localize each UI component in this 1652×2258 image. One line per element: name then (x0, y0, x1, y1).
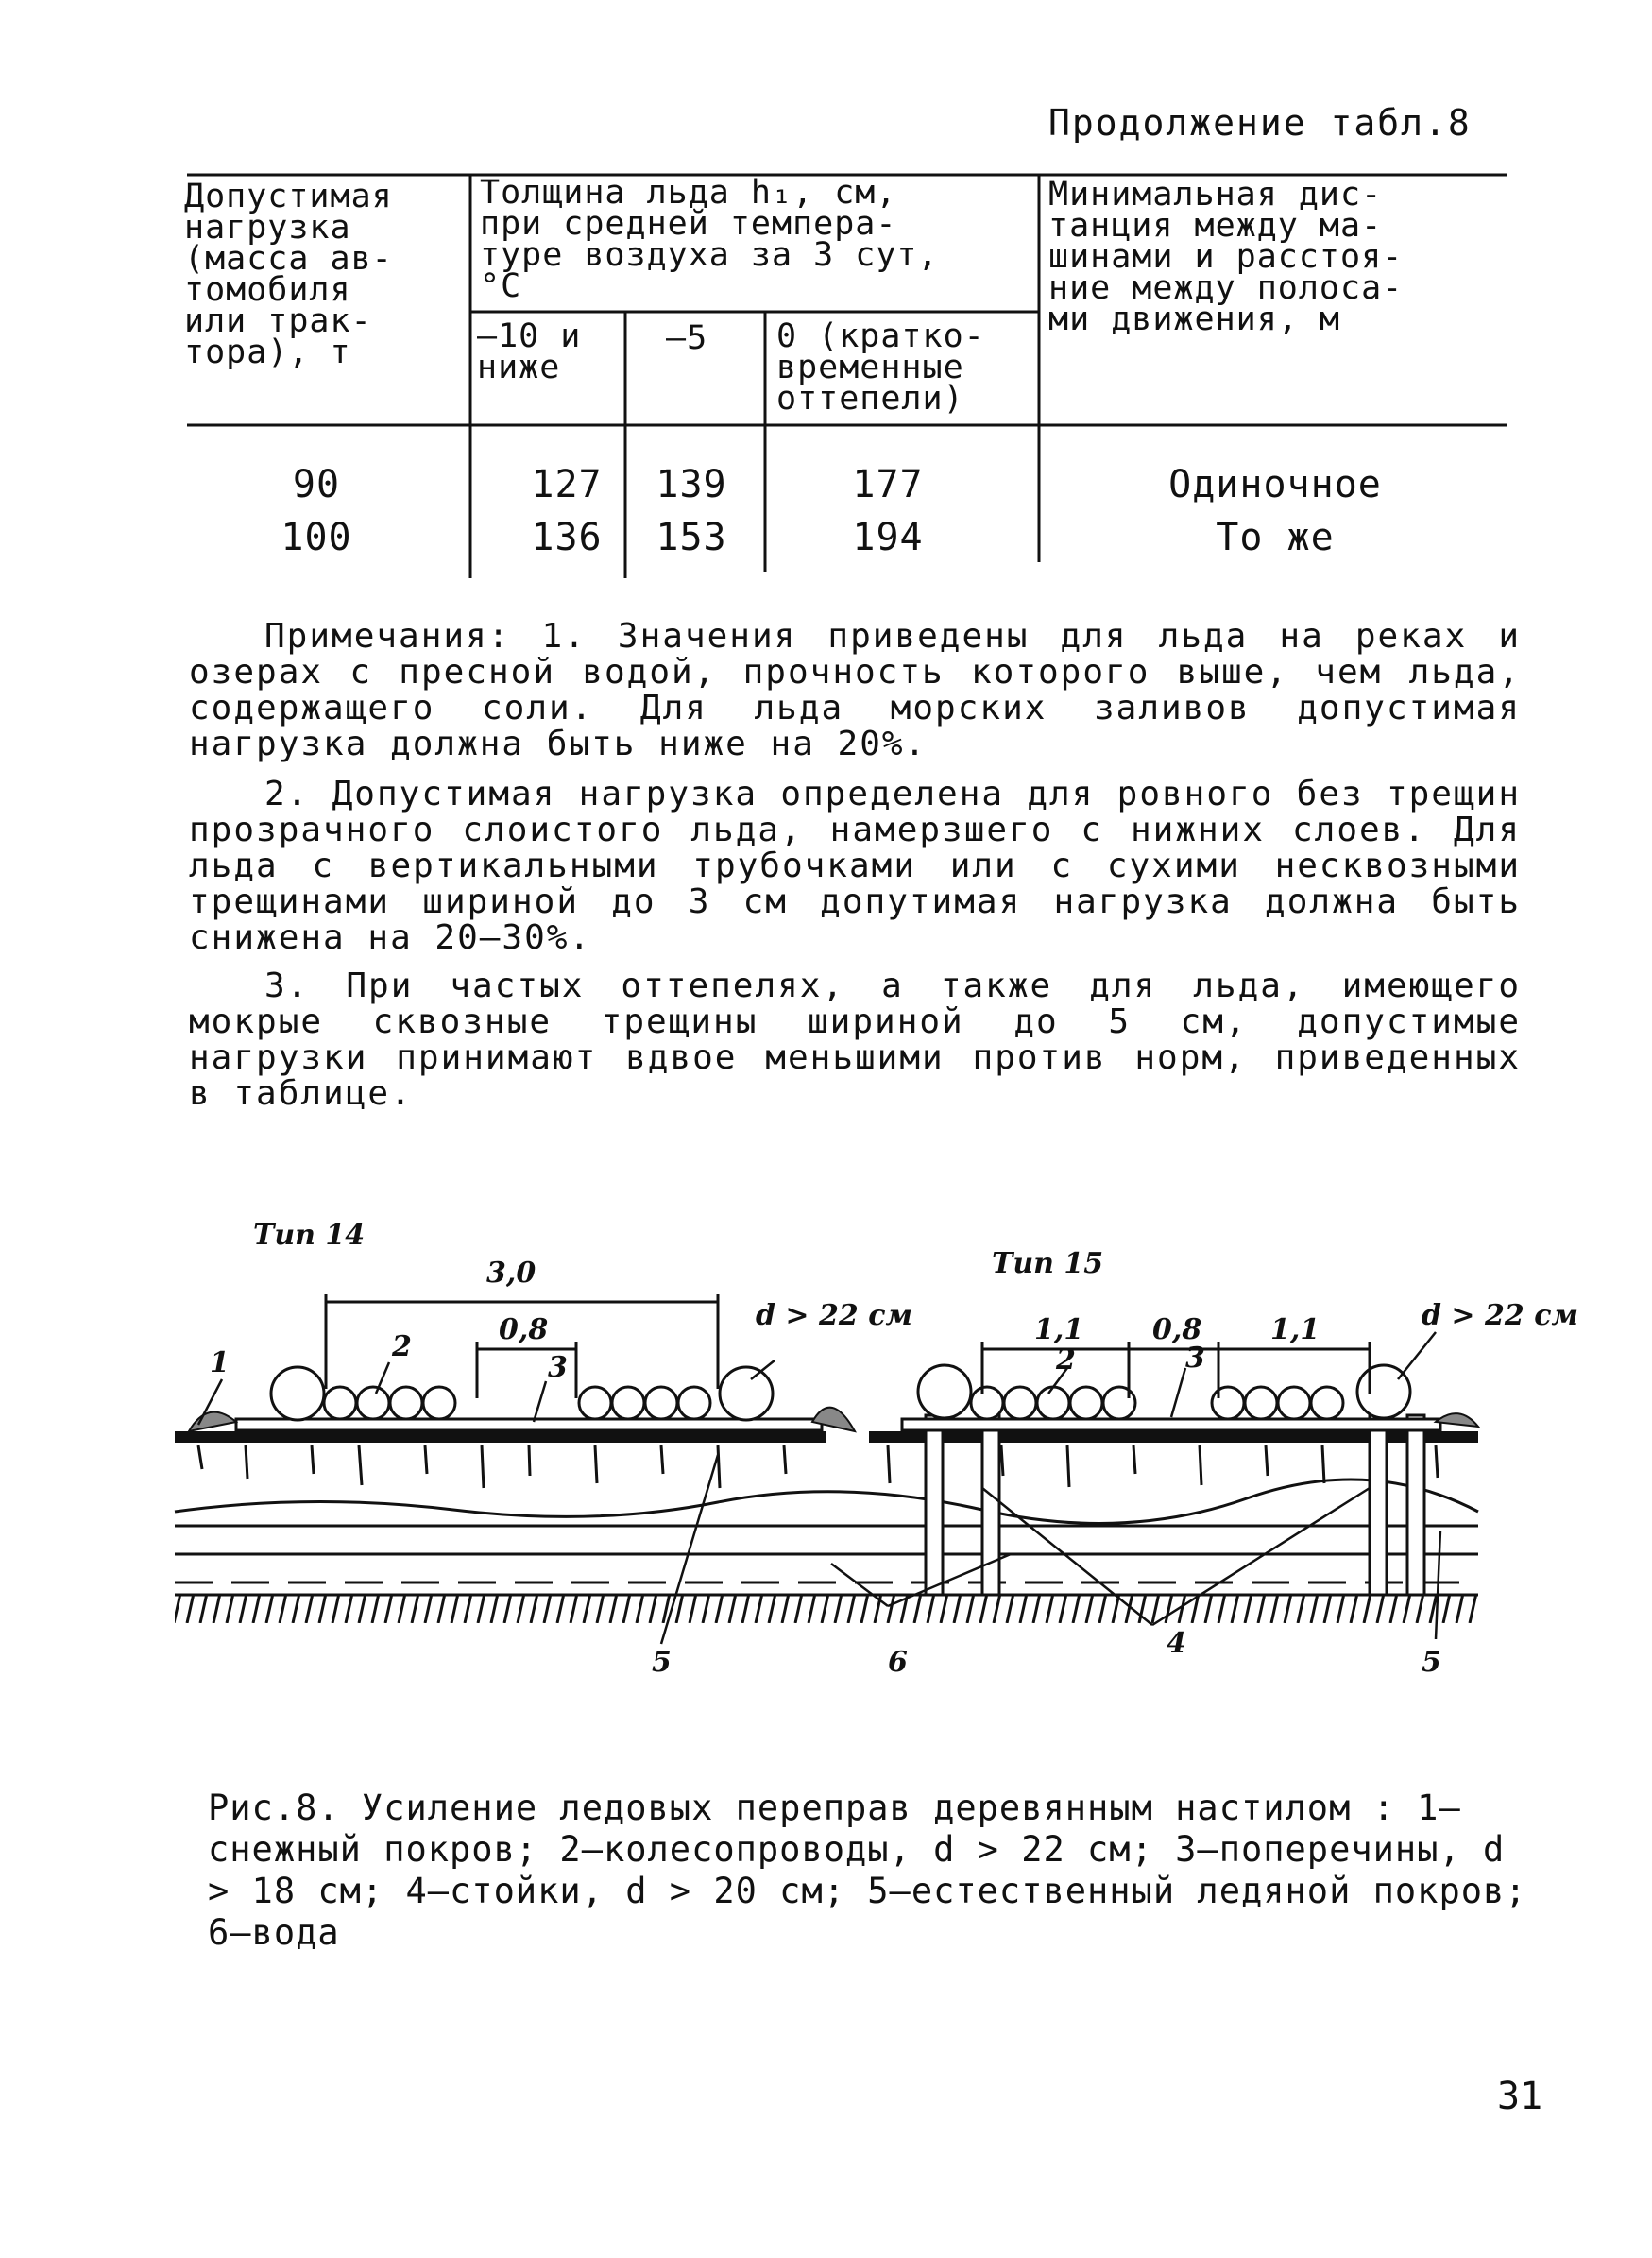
cell-t1: 127 (531, 463, 603, 506)
cell-t1: 136 (531, 516, 603, 559)
notes-block-3 (189, 968, 1521, 1112)
callout-1: 1 (210, 1346, 230, 1379)
callout-2b: 2 (1056, 1343, 1076, 1377)
ice-crossing-figure (0, 1209, 1652, 1738)
callout-3: 3 (548, 1351, 568, 1384)
ground-hatch (175, 1595, 1478, 1623)
cell-load: 90 (292, 463, 341, 506)
subheader-minus5: –5 (666, 319, 708, 357)
note-2: 2. Допустимая нагрузка определена для ровного без трещин прозрачного слоистого льда, намерзшего с нижних слоев. Для льда с вертикальными трубочками или с сухими несквозными трещинами шириной до 3 см допутимая нагрузка должна быть снижена на 20–30%. (189, 775, 1521, 957)
diameter-type14: d > 22 см (756, 1299, 912, 1332)
cell-t2: 139 (656, 463, 727, 506)
note-3: 3. При частых оттепелях, а также для льда, имеющего мокрые сквозные трещины шириной до 5 см, допустимые нагрузки принимают вдвое меньшими против норм, приведенных в таблице. (189, 966, 1521, 1113)
deck-type15 (902, 1419, 1440, 1430)
callout-4: 4 (1167, 1627, 1186, 1660)
deck-type14 (236, 1419, 822, 1430)
callout-6: 6 (888, 1646, 908, 1679)
natural-ice-cover (175, 1431, 1478, 1488)
header-load: Допустимая нагрузка (масса ав- томобиля или трак- тора), т (184, 178, 393, 371)
water-lines (175, 1480, 1478, 1582)
page-number: 31 (1497, 2075, 1543, 2118)
wheel-tracks-type15 (918, 1365, 1410, 1419)
header-distance: Минимальная дис- танция между ма- шинами и расстоя- ние между полоса- ми движения, м (1048, 176, 1404, 338)
snow-cover-left (189, 1412, 236, 1431)
table-continuation-label: Продолжение табл.8 (1048, 102, 1472, 144)
diameter-type15: d > 22 см (1422, 1299, 1578, 1332)
cell-distance: Одиночное (1168, 463, 1382, 506)
label-type14: Тип 14 (253, 1219, 366, 1252)
notes-block-2 (189, 777, 1521, 956)
header-thickness: Толщина льда h₁, см, при средней темпера- туре воздуха за 3 сут, °С (480, 174, 939, 305)
snow-cover-right (1436, 1413, 1478, 1427)
subheader-minus10: –10 и ниже (477, 317, 582, 386)
dim-type15-right: 1,1 (1270, 1313, 1320, 1346)
note-1: Примечания: 1. Значения приведены для льда на реках и озерах с пресной водой, прочность которого выше, чем льда, содержащего соли. Для льда морских заливов допустимая нагрузка должна быть ниже на 20%. (189, 617, 1521, 763)
callout-5a: 5 (652, 1646, 672, 1679)
label-type15: Тип 15 (992, 1247, 1104, 1280)
cell-t3: 194 (852, 516, 924, 559)
cell-t2: 153 (656, 516, 727, 559)
dim-type14-total: 3,0 (486, 1257, 536, 1290)
notes-block (189, 619, 1521, 762)
cell-t3: 177 (852, 463, 924, 506)
callout-5b: 5 (1422, 1646, 1441, 1679)
subheader-zero: 0 (кратко- временные оттепели) (776, 317, 985, 418)
callout-3b: 3 (1185, 1342, 1205, 1375)
dim-type15-gap: 0,8 (1152, 1313, 1202, 1346)
cell-distance: То же (1216, 516, 1335, 559)
dim-type14-gap: 0,8 (499, 1313, 549, 1346)
wheel-tracks-type14 (271, 1367, 773, 1420)
cell-load: 100 (281, 516, 352, 559)
callout-2: 2 (392, 1330, 412, 1363)
dim-type15-left: 1,1 (1034, 1313, 1084, 1346)
figure-caption: Рис.8. Усиление ледовых переправ деревянным настилом : 1–снежный покров; 2–колесопроводы, d > 22 см; 3–поперечины, d > 18 см; 4–стойки, d > 20 см; 5–естественный ледяной покров; 6–вода (208, 1788, 1527, 1953)
